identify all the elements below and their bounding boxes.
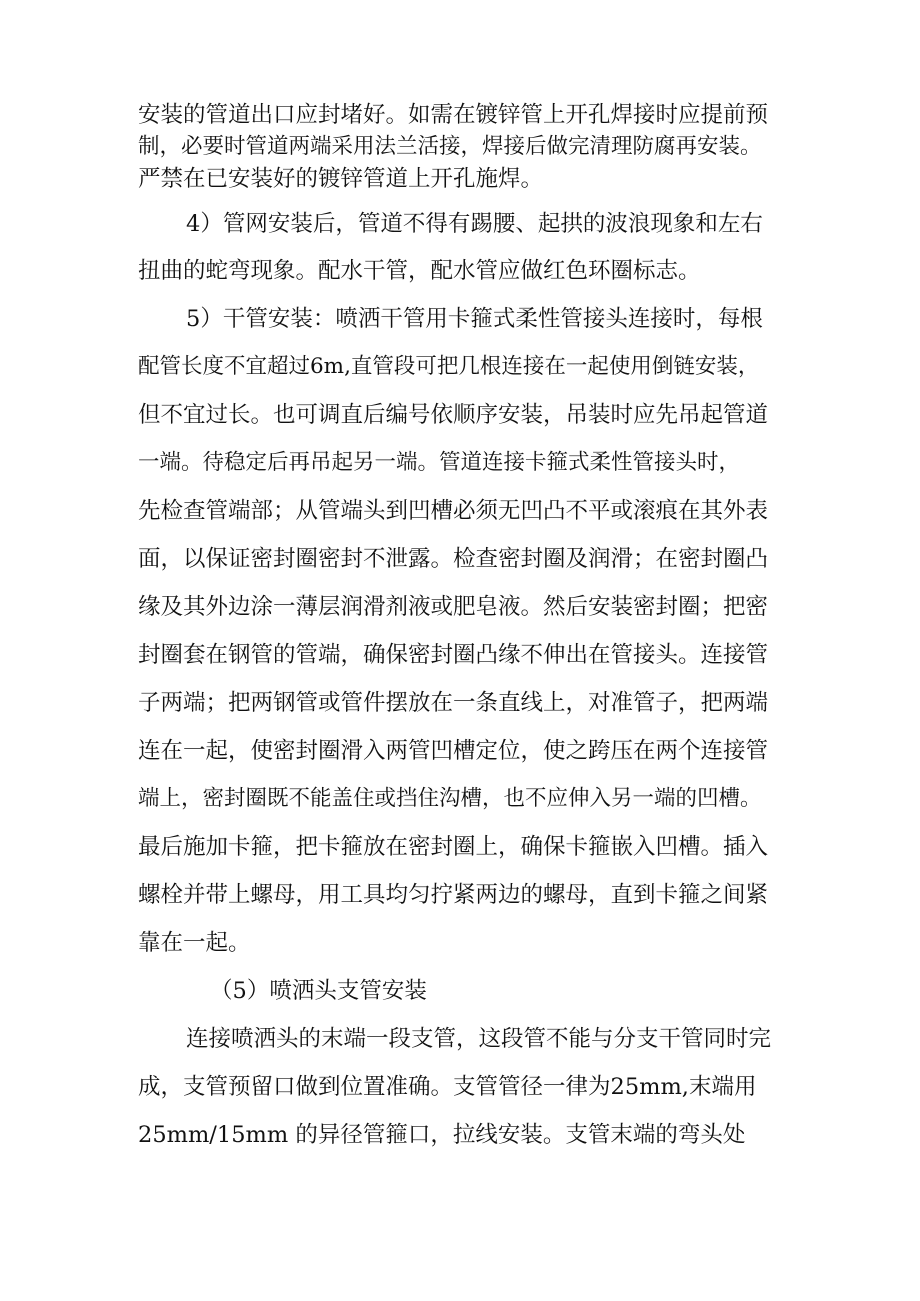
text-line: 最后施加卡箍，把卡箍放在密封圈上，确保卡箍嵌入凹槽。插入	[138, 834, 769, 860]
text-line: 封圈套在钢管的管端，确保密封圈凸缘不伸出在管接头。连接管	[138, 642, 769, 668]
section-heading: （5）喷洒头支管安装	[210, 978, 427, 1004]
text-line: 端上，密封圈既不能盖住或挡住沟槽，也不应伸入另一端的凹槽。	[138, 786, 762, 811]
text-line: 严禁在已安装好的镀锌管道上开孔施焊。	[138, 166, 544, 192]
text-line: 安装的管道出口应封堵好。如需在镀锌管上开孔焊接时应提前预	[138, 102, 769, 128]
text-line: 成，支管预留口做到位置准确。支管管径一律为25mm,末端用	[138, 1074, 757, 1100]
text-line: 5）干管安装：喷洒干管用卡箍式柔性管接头连接时，每根	[186, 306, 763, 332]
text-line: 制，必要时管道两端采用法兰活接，焊接后做完清理防腐再安装。	[138, 134, 762, 159]
text-line: 先检查管端部；从管端头到凹槽必须无凹凸不平或滚痕在其外表	[138, 498, 769, 524]
text-line: 但不宜过长。也可调直后编号依顺序安装，吊装时应先吊起管道	[138, 402, 769, 428]
text-line: 25mm/15mm 的异径管箍口，拉线安装。支管末端的弯头处	[138, 1122, 746, 1148]
text-line: 4）管网安装后，管道不得有踢腰、起拱的波浪现象和左右	[186, 211, 763, 237]
text-line: 靠在一起。	[138, 930, 251, 956]
text-line: 螺栓并带上螺母，用工具均匀拧紧两边的螺母，直到卡箍之间紧	[138, 882, 769, 908]
text-line: 连在一起，使密封圈滑入两管凹槽定位，使之跨压在两个连接管	[138, 738, 769, 764]
text-line: 一端。待稳定后再吊起另一端。管道连接卡箍式柔性管接头时，	[138, 450, 741, 475]
text-line: 面，以保证密封圈密封不泄露。检查密封圈及润滑；在密封圈凸	[138, 546, 769, 572]
text-line: 扭曲的蛇弯现象。配水干管，配水管应做红色环圈标志。	[138, 258, 701, 284]
text-line: 缘及其外边涂一薄层润滑剂液或肥皂液。然后安装密封圈；把密	[138, 594, 769, 620]
text-line: 配管长度不宜超过6m,直管段可把几根连接在一起使用倒链安装，	[138, 354, 760, 379]
text-line: 连接喷洒头的末端一段支管，这段管不能与分支干管同时完	[186, 1026, 772, 1052]
text-line: 子两端；把两钢管或管件摆放在一条直线上，对准管子，把两端	[138, 690, 769, 716]
